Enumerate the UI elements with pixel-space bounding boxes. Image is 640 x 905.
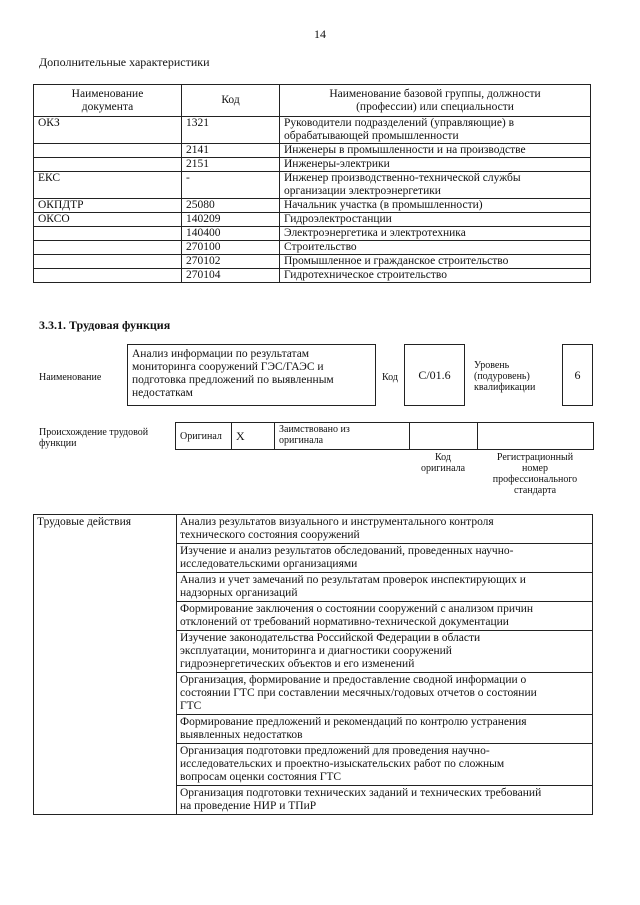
additional-table bbox=[33, 84, 591, 283]
cell-name-line: Электроэнергетика и электротехника bbox=[284, 227, 466, 239]
cell-code: - bbox=[182, 172, 280, 199]
code-label: Код bbox=[382, 372, 398, 383]
cell-name-line: Инженер производственно-технической службы bbox=[284, 172, 521, 184]
labor-actions-table bbox=[33, 514, 593, 815]
additional-heading: Дополнительные характеристики bbox=[39, 55, 210, 69]
action-item-line: исследовательскими организациями bbox=[180, 558, 358, 570]
name-label: Наименование bbox=[39, 372, 102, 383]
cell-code: 270104 bbox=[182, 269, 280, 283]
cell-name-line: Руководители подразделений (управляющие) в bbox=[284, 117, 515, 129]
cell-doc bbox=[34, 144, 182, 158]
action-item-line: состоянии ГТС при составлении месячных/годовых отчетов о состоянии bbox=[180, 687, 537, 699]
origin-label: Происхождение трудовой функции bbox=[39, 427, 149, 449]
original-label: Оригинал bbox=[176, 423, 232, 450]
cell-code: 270100 bbox=[182, 241, 280, 255]
table-row bbox=[34, 172, 591, 199]
reg-number-cell bbox=[478, 423, 594, 450]
cell-name bbox=[280, 241, 591, 255]
cell-name bbox=[280, 199, 591, 213]
page-number: 14 bbox=[314, 27, 326, 41]
action-item bbox=[177, 602, 593, 631]
header-code: Код bbox=[182, 85, 280, 117]
action-item-line: Формирование заключения о состоянии сооружений с анализом причин bbox=[180, 603, 534, 615]
function-name-box: Анализ информации по результатам мониторинга сооружений ГЭС/ГАЭС и подготовка предложений по выявленным недостаткам bbox=[127, 344, 376, 406]
section-heading: 3.3.1. Трудовая функция bbox=[39, 318, 171, 332]
origin-table bbox=[175, 422, 594, 450]
header-doc: Наименование документа bbox=[34, 85, 182, 117]
action-item-line: Организация подготовки предложений для проведения научно- bbox=[180, 745, 490, 757]
action-item-line: Анализ результатов визуального и инструментального контроля bbox=[180, 516, 494, 528]
action-item bbox=[177, 673, 593, 715]
cell-name bbox=[280, 158, 591, 172]
cell-name-line: обрабатывающей промышленности bbox=[284, 130, 459, 142]
cell-name-line: Промышленное и гражданское строительство bbox=[284, 255, 509, 267]
labor-actions-label: Трудовые действия bbox=[34, 515, 177, 815]
table-row bbox=[34, 269, 591, 283]
original-mark: X bbox=[232, 423, 275, 450]
cell-name bbox=[280, 144, 591, 158]
cell-doc bbox=[34, 255, 182, 269]
action-item-line: Организация, формирование и предоставление сводной информации о bbox=[180, 674, 527, 686]
action-item-line: Анализ и учет замечаний по результатам проверок инспектирующих и bbox=[180, 574, 526, 586]
table-row bbox=[34, 144, 591, 158]
cell-code: 140400 bbox=[182, 227, 280, 241]
table-row bbox=[34, 199, 591, 213]
action-item-line: ГТС bbox=[180, 700, 202, 712]
code-value-box: С/01.6 bbox=[404, 344, 465, 406]
table-row bbox=[34, 255, 591, 269]
cell-code: 2151 bbox=[182, 158, 280, 172]
cell-name bbox=[280, 227, 591, 241]
code-original-cell bbox=[410, 423, 478, 450]
action-item-line: гидроэнергетических объектов и его изменений bbox=[180, 658, 415, 670]
cell-name bbox=[280, 172, 591, 199]
cell-name-line: Гидроэлектростанции bbox=[284, 213, 392, 225]
cell-name-line: Гидротехническое строительство bbox=[284, 269, 448, 281]
action-item-line: Организация подготовки технических заданий и технических требований bbox=[180, 787, 542, 799]
cell-name bbox=[280, 117, 591, 144]
action-item-line: исследовательских и проектно-изыскательских работ по сложным bbox=[180, 758, 505, 770]
cell-doc: ЕКС bbox=[34, 172, 182, 199]
cell-code: 2141 bbox=[182, 144, 280, 158]
action-item bbox=[177, 786, 593, 815]
action-item bbox=[177, 515, 593, 544]
level-value-box: 6 bbox=[562, 344, 593, 406]
cell-doc bbox=[34, 269, 182, 283]
cell-name-line: Строительство bbox=[284, 241, 357, 253]
action-item bbox=[177, 631, 593, 673]
action-item bbox=[177, 573, 593, 602]
action-item-line: надзорных организаций bbox=[180, 587, 298, 599]
action-item-line: вопросам оценки состояния ГТС bbox=[180, 771, 342, 783]
cell-code: 140209 bbox=[182, 213, 280, 227]
cell-name bbox=[280, 255, 591, 269]
code-original-caption: Код оригинала bbox=[420, 452, 466, 474]
cell-name-line: Начальник участка (в промышленности) bbox=[284, 199, 483, 211]
cell-name-line: Инженеры-электрики bbox=[284, 158, 390, 170]
table-row bbox=[34, 158, 591, 172]
action-item-line: выявленных недостатков bbox=[180, 729, 303, 741]
cell-doc bbox=[34, 227, 182, 241]
action-item bbox=[177, 715, 593, 744]
table-row bbox=[34, 117, 591, 144]
action-item-line: Формирование предложений и рекомендаций по контролю устранения bbox=[180, 716, 527, 728]
header-name: Наименование базовой группы, должности (профессии) или специальности bbox=[280, 85, 591, 117]
action-row bbox=[34, 515, 593, 544]
action-item bbox=[177, 744, 593, 786]
action-item-line: Изучение законодательства Российской Федерации в области bbox=[180, 632, 481, 644]
action-item-line: отклонений от требований нормативно-технической документации bbox=[180, 616, 509, 628]
cell-name bbox=[280, 213, 591, 227]
level-label: Уровень (подуровень) квалификации bbox=[474, 360, 536, 393]
cell-name-line: организации электроэнергетики bbox=[284, 185, 441, 197]
table-row bbox=[34, 213, 591, 227]
cell-code: 270102 bbox=[182, 255, 280, 269]
cell-code: 25080 bbox=[182, 199, 280, 213]
cell-name-line: Инженеры в промышленности и на производстве bbox=[284, 144, 526, 156]
action-item-line: технического состояния сооружений bbox=[180, 529, 360, 541]
action-item bbox=[177, 544, 593, 573]
cell-doc bbox=[34, 158, 182, 172]
borrowed-label: Заимствовано из оригинала bbox=[275, 423, 410, 450]
cell-doc bbox=[34, 241, 182, 255]
action-item-line: Изучение и анализ результатов обследований, проведенных научно- bbox=[180, 545, 514, 557]
table-row bbox=[34, 227, 591, 241]
table-row bbox=[34, 241, 591, 255]
table-header-row bbox=[34, 85, 591, 117]
action-item-line: на проведение НИР и ТПиР bbox=[180, 800, 317, 812]
cell-name bbox=[280, 269, 591, 283]
cell-doc: ОКСО bbox=[34, 213, 182, 227]
action-item-line: эксплуатации, мониторинга и диагностики сооружений bbox=[180, 645, 452, 657]
cell-code: 1321 bbox=[182, 117, 280, 144]
cell-doc: ОКЗ bbox=[34, 117, 182, 144]
reg-number-caption: Регистрационный номер профессионального стандарта bbox=[492, 452, 578, 496]
cell-doc: ОКПДТР bbox=[34, 199, 182, 213]
